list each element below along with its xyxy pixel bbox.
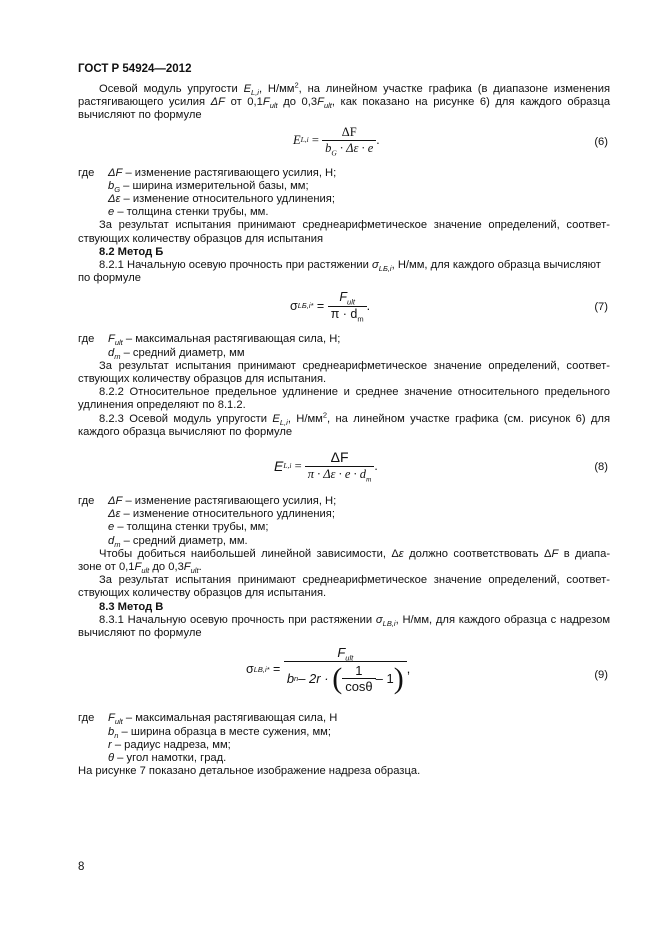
paragraph-8-2-3: 8.2.3 Осевой модуль упругости $E_{L,i}$, $Н/мм^2$, на линейном участке графика (см. рисунок 6) для [99, 409, 611, 427]
closing-paragraph: На рисунке 7 показано детальное изображение надреза образца. [78, 765, 421, 778]
section-8-3-title: 8.3 Метод В [99, 600, 164, 613]
result-paragraph-1: За результат испытания принимают среднеарифметическое значение определений, соответ- [99, 219, 610, 232]
document-body: Осевой модуль упругости $E_{L,i}$, $Н/мм^2$, на линейном участке графика (в диапазоне изменения растягивающего усилия ΔF от $0,1F_{ult}$ до $0,3F_{ult}$, как показано на рисунке 6) для каждого образца вычисляют по формуле E L,i = $\frac{\Delta F}{b_G \cdot \Delta\varepsilon \cdot e}$ . (6) где ΔF – изменение растягивающего усилия, Н; $b_G$ – ширина измерительной базы, мм; Δε – изменение относительного удлинения; e – толщина стенки трубы, мм. За результат испытания принимают среднеарифметическое значение определений, соответ- ствующих количеству образцов для испытания 8.2 Метод Б 8.2.1 Начальную осевую прочность при растяжении $\sigma_{LБ,i}$, Н/мм, для каждого образца вычисляют по формуле σ LБ,i* = $\frac{F_{ult}}{\pi \cdot d_m}$ . (7) где $F_{ult}$ – максимальная растягивающая сила, Н; $d_m$ – средний диаметр, мм За результат испытания принимают среднеарифметическое значение определений, соответ- ствующих количеству образцов для испытания. 8.2.2 Относительное предельное удлинение и среднее значение относительного предельного удлинения определяют по 8.1.2. 8.2.3 Осевой модуль упругости $E_{L,i}$, $Н/мм^2$, на линейном участке графика (см. рисунок 6) для каждого образца вычисляют по формуле E L,i = $\frac{\Delta F}{\pi \cdot \Delta\varepsilon \cdot e \cdot d_m}$ . (8) где ΔF – изменение растягивающего усилия, Н; Δε – изменение относительного удлинения; e – толщина стенки трубы, мм; $d_m$ – средний диаметр, мм. Чтобы добиться наибольшей линейной зависимости, Δε должно соответствовать ΔF в диапа- зоне от $0,1F_{ult}$ до $0,3F_{ult}$. За результат испытания принимают среднеарифметическое значение определений, соответ- ствующих количеству образцов для испытания. 8.3 Метод В 8.3.1 Начальную осевую прочность при растяжении $\sigma_{LB,i}$, Н/мм, для каждого образца с надрезом вычисляют по формуле σ LB,i* = $F_{ult}$ b n – 2r · ( $\frac{1}{\cos\theta}$ – 1 ) , (9) где $F_{ult}$ – максимальная растягивающая сила, Н $b_n$ – ширина образца в месте сужения, мм; r – радиус надреза, мм; θ – угол намотки, град. На рисунке 7 показано детальное изображение надреза образца. [78, 80, 611, 778]
section-8-2-title: 8.2 Метод Б [99, 245, 164, 258]
intro-paragraph: Осевой модуль упругости $E_{L,i}$, $Н/мм^2$, на линейном участке графика (в диапазоне изменения растягивающего усилия ΔF от $0,1F_{ult}$ до $0,3F_{ult}$, как показано на рисунке 6) для каждого образца вычисляют по формуле [78, 80, 611, 122]
paragraph-8-2-2: 8.2.2 Относительное предельное удлинение и среднее значение относительного предельного [99, 386, 610, 399]
linearity-paragraph: Чтобы добиться наибольшей линейной зависимости, Δε должно соответствовать ΔF в диапа- [99, 547, 611, 560]
page-number: 8 [78, 861, 85, 873]
document-header: ГОСТ Р 54924—2012 [78, 63, 192, 75]
formula-9-number: (9) [594, 669, 608, 682]
formula-6: E L,i = $\frac{\Delta F}{b_G \cdot \Delta\varepsilon \cdot e}$ . (6) [293, 124, 608, 158]
formula-6-number: (6) [594, 135, 608, 148]
legend-7: где $F_{ult}$ – максимальная растягивающая сила, Н; $d_m$ – средний диаметр, мм [78, 333, 341, 361]
legend-6: где ΔF – изменение растягивающего усилия, Н; $b_G$ – ширина измерительной базы, мм; Δε – изменение относительного удлинения; e – толщина стенки трубы, мм. [78, 166, 337, 219]
paragraph-8-3-1: 8.3.1 Начальную осевую прочность при растяжении $\sigma_{LB,i}$, Н/мм, для каждого образца с надрезом [99, 613, 611, 629]
formula-7-number: (7) [594, 301, 608, 314]
formula-8-number: (8) [594, 461, 608, 474]
formula-9: σ LB,i* = $F_{ult}$ b n – 2r · ( $\frac{1}{\cos\theta}$ – 1 ) , (9) [246, 645, 608, 695]
legend-8: где ΔF – изменение растягивающего усилия, Н; Δε – изменение относительного удлинения; e – толщина стенки трубы, мм; $d_m$ – средний диаметр, мм. [78, 495, 337, 549]
result-paragraph-3: За результат испытания принимают среднеарифметическое значение определений, соответ- [99, 574, 610, 587]
result-paragraph-2: За результат испытания принимают среднеарифметическое значение определений, соответ- [99, 359, 610, 372]
formula-7: σ LБ,i* = $\frac{F_{ult}}{\pi \cdot d_m}$ . (7) [290, 290, 608, 324]
legend-9: где $F_{ult}$ – максимальная растягивающая сила, Н $b_n$ – ширина образца в месте сужения, мм; r – радиус надреза, мм; θ – угол намотки, град. [78, 712, 338, 764]
formula-8: E L,i = $\frac{\Delta F}{\pi \cdot \Delta\varepsilon \cdot e \cdot d_m}$ . (8) [274, 449, 608, 484]
paragraph-8-2-1: 8.2.1 Начальную осевую прочность при растяжении $\sigma_{LБ,i}$, Н/мм, для каждого образца вычисляют [99, 259, 601, 274]
